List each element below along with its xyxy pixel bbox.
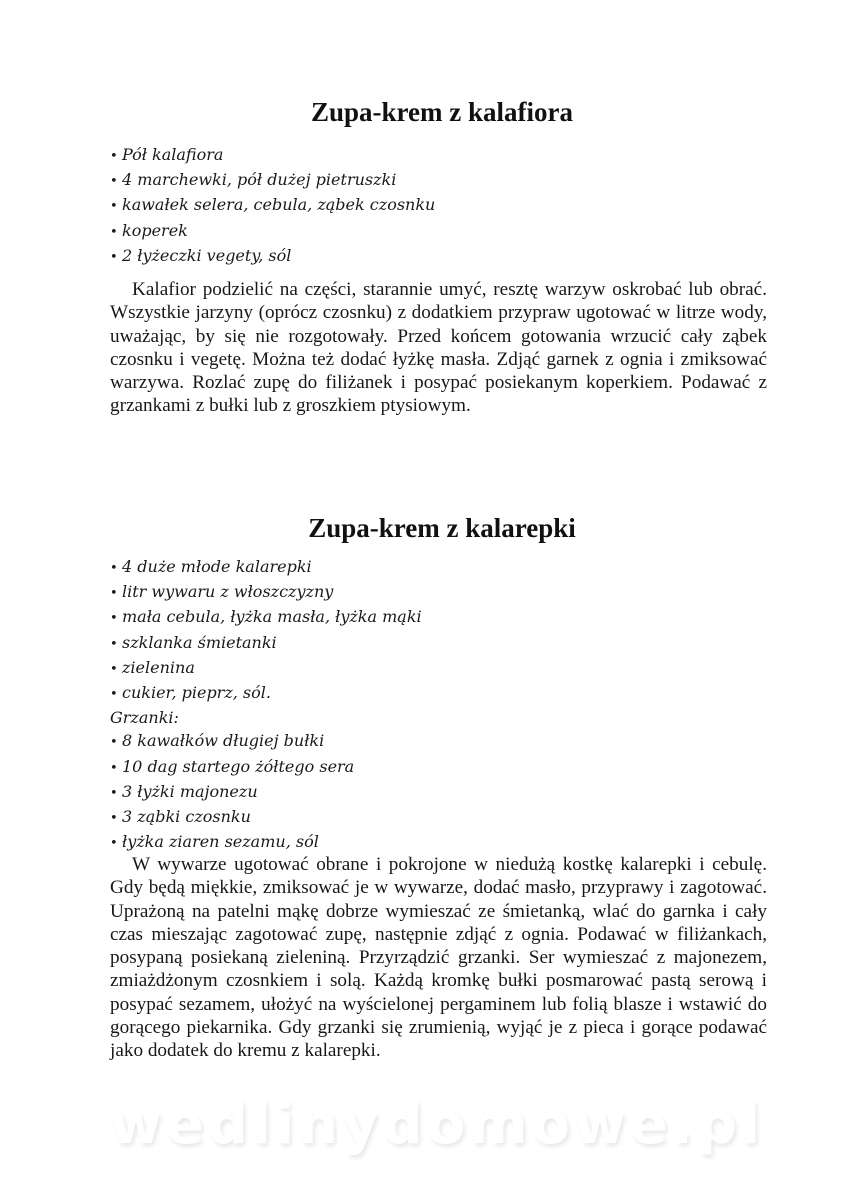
bullet-icon: •	[110, 586, 118, 602]
bullet-icon: •	[110, 149, 118, 164]
bullet-icon: •	[110, 836, 118, 852]
bullet-icon: •	[110, 561, 118, 576]
recipe-title: Zupa-krem z kalarepki	[308, 513, 576, 543]
ingredient-item: • Pół kalafiora	[110, 143, 435, 168]
ingredient-item: • 4 duże młode kalarepki	[110, 555, 422, 580]
ingredient-item: • cukier, pieprz, sól.	[110, 681, 422, 706]
bullet-icon: •	[110, 661, 118, 677]
ingredient-item: • łyżka ziaren sezamu, sól	[110, 830, 422, 855]
ingredient-item: • 8 kawałków długiej bułki	[110, 729, 422, 754]
ingredient-list	[110, 143, 435, 269]
ingredient-item: • zielenina	[110, 656, 422, 681]
ingredient-item: • 10 dag startego żółtego sera	[110, 755, 422, 780]
recipe-title: Zupa-krem z kalafiora	[311, 97, 573, 127]
instructions-paragraph: Kalafior podzielić na części, starannie umyć, resztę warzyw oskrobać lub obrać. Wszystkie jarzyny (oprócz czosnku) z dodatkiem przypraw ugotować w litrze wody, uważając, by się nie rozgotowały. Przed końcem gotowania wrzucić cały ząbek czosnku i vegetę. Można też dodać łyżkę masła. Zdjąć garnek z ognia i zmiksować warzywa. Rozlać zupę do filiżanek i posypać posiekanym koperkiem. Podawać z grzankami z bułki lub z groszkiem ptysiowym.	[110, 279, 767, 417]
bullet-icon: •	[110, 249, 118, 265]
bullet-icon: •	[110, 636, 118, 652]
bullet-icon: •	[110, 785, 118, 801]
ingredient-item: • 4 marchewki, pół dużej pietruszki	[110, 168, 435, 193]
instructions-paragraph: W wywarze ugotować obrane i pokrojone w niedużą kostkę kalarepki i cebulę. Gdy będą miękkie, zmiksować je w wywarze, dodać masło, przyprawy i zagotować. Uprażoną na patelni mąkę dobrze wymieszać ze śmietanką, wlać do garnka i cały czas mieszając zagotować zupę, następnie zdjąć z ognia. Podawać w filiżankach, posypaną posiekaną zieleniną. Przyrządzić grzanki. Ser wymieszać z majonezem, zmiażdżonym czosnkiem i solą. Każdą kromkę bułki posmarować pastą serową i posypać sezamem, ułożyć na wyścielonej pergaminem lub folią blasze i wstawić do gorącego piekarnika. Gdy grzanki się zrumienią, wyjąć je z pieca i gorące podawać jako dodatek do kremu z kalarepki.	[110, 854, 767, 1062]
bullet-icon: •	[110, 224, 118, 240]
ingredient-item: • 2 łyżeczki vegety, sól	[110, 244, 435, 269]
ingredient-list	[110, 555, 422, 855]
ingredient-item: • kawałek selera, cebula, ząbek czosnku	[110, 193, 435, 218]
bullet-icon: •	[110, 199, 118, 215]
ingredient-subheading: Grzanki:	[110, 708, 179, 728]
ingredient-item: • szklanka śmietanki	[110, 631, 422, 656]
ingredient-item: • 3 łyżki majonezu	[110, 780, 422, 805]
watermark: wedlinydomowe.pl	[110, 1092, 765, 1157]
bullet-icon: •	[110, 760, 118, 776]
bullet-icon: •	[110, 811, 118, 827]
ingredient-item: • koperek	[110, 219, 435, 244]
bullet-icon: •	[110, 174, 118, 190]
bullet-icon: •	[110, 611, 118, 627]
ingredient-item: • 3 ząbki czosnku	[110, 805, 422, 830]
bullet-icon: •	[110, 735, 118, 751]
bullet-icon: •	[110, 687, 118, 703]
ingredient-item: • mała cebula, łyżka masła, łyżka mąki	[110, 605, 422, 630]
ingredient-item: • litr wywaru z włoszczyzny	[110, 580, 422, 605]
